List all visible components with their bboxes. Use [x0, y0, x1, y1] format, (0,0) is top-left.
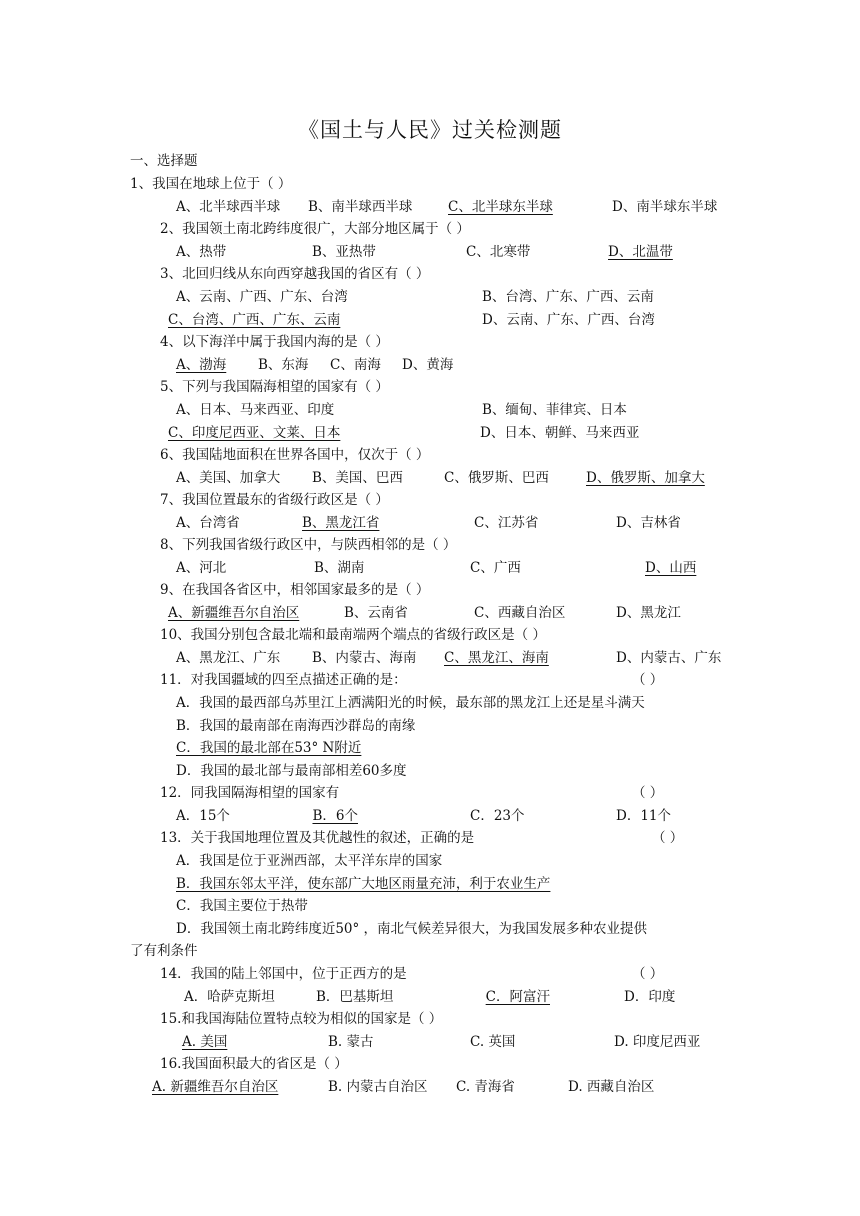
option-c: C、江苏省: [474, 515, 539, 531]
option-b: B、内蒙古、海南: [312, 650, 417, 666]
answer-paren: （ ）: [632, 672, 664, 688]
question-stem: 5、下列与我国隔海相望的国家有（ ）: [160, 379, 389, 395]
answer-paren: （ ）: [652, 830, 684, 846]
option-a: A．我国的最西部乌苏里江上洒满阳光的时候，最东部的黑龙江上还是星斗满天: [176, 695, 645, 711]
option-a-answer: A、渤海: [176, 357, 227, 373]
question-stem: 3、北回归线从东向西穿越我国的省区有（ ）: [160, 266, 430, 282]
option-b: B．巴基斯坦: [316, 989, 394, 1005]
option-d: D、黑龙江: [616, 605, 681, 621]
question-stem: 16.我国面积最大的省区是（ ）: [160, 1056, 348, 1072]
question-stem: 12．同我国隔海相望的国家有: [160, 785, 340, 801]
option-b: B、缅甸、菲律宾、日本: [482, 402, 627, 418]
option-c: C．23个: [470, 808, 525, 824]
question-stem: 2、我国领土南北跨纬度很广，大部分地区属于（ ）: [160, 221, 470, 237]
question-stem: 15.和我国海陆位置特点较为相似的国家是（ ）: [160, 1011, 443, 1027]
answer-paren: （ ）: [632, 966, 664, 982]
option-c-answer: C、黑龙江、海南: [444, 650, 549, 666]
option-a-answer: A. 新疆维吾尔自治区: [152, 1079, 279, 1095]
option-c-answer: C．阿富汗: [485, 989, 550, 1005]
option-b: B、云南省: [344, 605, 408, 621]
option-c: C、南海: [330, 357, 381, 373]
question-stem: 13．关于我国地理位置及其优越性的叙述，正确的是: [160, 830, 475, 846]
option-d: D．我国的最北部与最南部相差60多度: [176, 763, 407, 779]
option-a: A、云南、广西、广东、台湾: [176, 289, 348, 305]
option-d-continued: 了有利条件: [130, 943, 198, 959]
option-b: B、东海: [258, 357, 309, 373]
option-b: B、湖南: [314, 560, 365, 576]
question-stem: 10、我国分别包含最北端和最南端两个端点的省级行政区是（ ）: [160, 627, 546, 643]
question-stem: 11．对我国疆域的四至点描述正确的是：: [160, 672, 407, 688]
option-d: D．我国领土南北跨纬度近50° ，南北气候差异很大，为我国发展多种农业提供: [176, 921, 648, 937]
section-heading: 一、选择题: [130, 153, 198, 169]
option-c: C、西藏自治区: [474, 605, 566, 621]
option-b: B、南半球西半球: [308, 199, 413, 215]
option-a: A、北半球西半球: [176, 199, 281, 215]
option-a: A、美国、加拿大: [176, 470, 281, 486]
option-b-answer: B．我国东邻太平洋，使东部广大地区雨量充沛，利于农业生产: [176, 876, 551, 892]
question-stem: 8、下列我国省级行政区中，与陕西相邻的是（ ）: [160, 537, 457, 553]
option-a: A．哈萨克斯坦: [184, 989, 275, 1005]
page-title: 《国土与人民》过关检测题: [298, 118, 562, 142]
option-b: B、台湾、广东、广西、云南: [482, 289, 654, 305]
option-d: D. 印度尼西亚: [614, 1034, 701, 1050]
question-stem: 1、我国在地球上位于（ ）: [130, 176, 292, 192]
option-d-answer: D、山西: [645, 560, 697, 576]
option-d: D、云南、广东、广西、台湾: [482, 312, 655, 328]
option-a: A．15个: [176, 808, 230, 824]
option-b: B．我国的最南部在南海西沙群岛的南缘: [176, 718, 416, 734]
question-stem: 7、我国位置最东的省级行政区是（ ）: [160, 492, 389, 508]
option-d: D、南半球东半球: [612, 199, 718, 215]
option-c: C．我国主要位于热带: [176, 898, 308, 914]
option-a: A、黑龙江、广东: [176, 650, 281, 666]
option-c: C. 英国: [470, 1034, 516, 1050]
option-d: D、黄海: [402, 357, 454, 373]
option-c-answer: C．我国的最北部在53° N附近: [176, 740, 362, 756]
option-a: A、河北: [176, 560, 227, 576]
option-d: D、日本、朝鲜、马来西亚: [480, 425, 640, 441]
option-d: D. 西藏自治区: [568, 1079, 655, 1095]
question-stem: 6、我国陆地面积在世界各国中，仅次于（ ）: [160, 447, 430, 463]
answer-paren: （ ）: [632, 785, 664, 801]
question-stem: 14．我国的陆上邻国中，位于正西方的是: [160, 966, 407, 982]
option-d: D．11个: [616, 808, 672, 824]
option-a: A、台湾省: [176, 515, 240, 531]
option-a: A．我国是位于亚洲西部，太平洋东岸的国家: [176, 853, 443, 869]
option-c: C、俄罗斯、巴西: [444, 470, 549, 486]
option-c-answer: C、北半球东半球: [448, 199, 553, 215]
option-c-answer: C、台湾、广西、广东、云南: [168, 312, 341, 328]
option-c: C. 青海省: [456, 1079, 515, 1095]
option-b-answer: B、黑龙江省: [302, 515, 380, 531]
option-c: C、广西: [470, 560, 521, 576]
option-a-answer: A、新疆维吾尔自治区: [168, 605, 300, 621]
option-d: D．印度: [624, 989, 676, 1005]
option-b: B. 蒙古: [328, 1034, 374, 1050]
option-a: A、日本、马来西亚、印度: [176, 402, 335, 418]
option-b-answer: B．6个: [312, 808, 358, 824]
option-a: A、热带: [176, 244, 227, 260]
option-d-answer: D、北温带: [608, 244, 673, 260]
question-stem: 9、在我国各省区中，相邻国家最多的是（ ）: [160, 582, 430, 598]
option-b: B、美国、巴西: [312, 470, 403, 486]
question-stem: 4、以下海洋中属于我国内海的是（ ）: [160, 334, 389, 350]
option-d: D、内蒙古、广东: [616, 650, 722, 666]
option-c: C、北寒带: [466, 244, 531, 260]
option-c-answer: C、印度尼西亚、文莱、日本: [168, 425, 341, 441]
option-b: B. 内蒙古自治区: [328, 1079, 428, 1095]
option-d: D、吉林省: [616, 515, 681, 531]
option-b: B、亚热带: [312, 244, 376, 260]
option-d-answer: D、俄罗斯、加拿大: [586, 470, 705, 486]
option-a-answer: A. 美国: [182, 1034, 228, 1050]
